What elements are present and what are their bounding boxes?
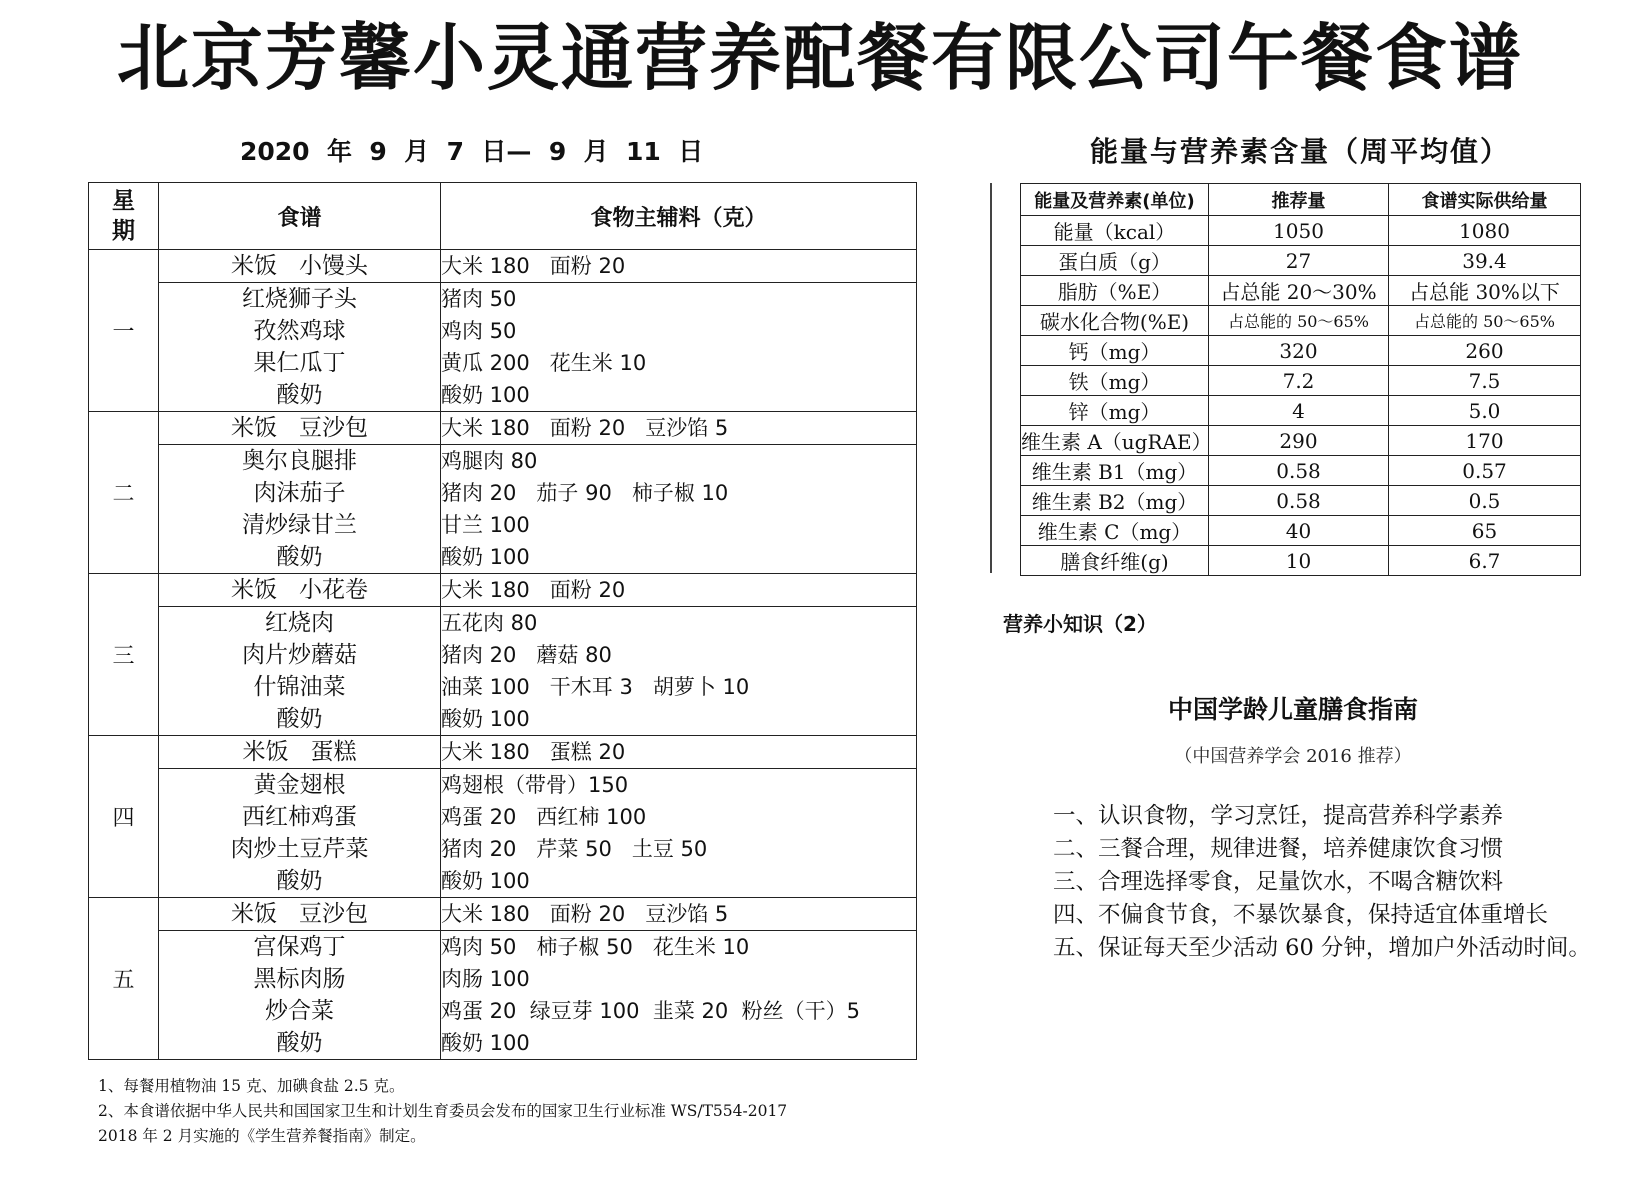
recommended-value: 0.58 [1209,456,1389,486]
dish-ingredients: 鸡蛋 20 绿豆芽 100 韭菜 20 粉丝（干）5 [441,999,860,1023]
recommended-value: 1050 [1209,216,1389,246]
nutrient-name: 碳水化合物(%E) [1021,306,1209,336]
nutrition-header-nutrient: 能量及营养素(单位) [1021,184,1209,216]
staple-dish: 米饭 小花卷 [231,577,368,603]
guide-item: 三、合理选择零食，足量饮水，不喝含糖饮料 [1053,869,1504,895]
dish-ingredients: 鸡腿肉 80 [441,449,538,473]
recommended-value: 占总能的 50～65% [1209,306,1389,336]
actual-value: 39.4 [1389,246,1581,276]
actual-value: 7.5 [1389,366,1581,396]
nutrient-name: 维生素 B1（mg） [1021,456,1209,486]
dish-name: 红烧狮子头 [242,286,357,312]
dish-name: 肉沫茄子 [253,480,346,506]
dish-ingredients: 猪肉 50 [441,287,517,311]
menu-main-row [89,250,917,283]
actual-value: 占总能 30%以下 [1389,276,1581,306]
menu-header-row [89,183,917,250]
staple-ingredients: 大米 180 面粉 20 [441,254,626,278]
divider [990,183,992,573]
nutrient-name: 能量（kcal） [1021,216,1209,246]
nutrition-row [1021,336,1581,366]
guide-subtitle: （中国营养学会 2016 推荐） [1174,746,1412,767]
staple-dish: 米饭 豆沙包 [231,901,368,927]
actual-value: 占总能的 50～65% [1389,306,1581,336]
nutrition-row [1021,246,1581,276]
staple-ingredients: 大米 180 蛋糕 20 [441,740,626,764]
recommended-value: 320 [1209,336,1389,366]
day-label: 三 [89,574,159,736]
nutrition-heading: 能量与营养素含量（周平均值） [1090,135,1511,168]
dish-ingredients: 黄瓜 200 花生米 10 [441,351,647,375]
guide-item: 二、三餐合理，规律进餐，培养健康饮食习惯 [1053,836,1504,862]
nutrition-row [1021,366,1581,396]
nutrition-row [1021,276,1581,306]
guide-title: 中国学龄儿童膳食指南 [1167,695,1418,724]
dish-name: 酸奶 [276,544,323,570]
header-day-label: 星 期 [112,188,135,244]
dish-ingredients: 鸡肉 50 [441,319,517,343]
recommended-value: 4 [1209,396,1389,426]
dish-name: 酸奶 [276,382,323,408]
day-label: 五 [89,898,159,1060]
dish-ingredients: 猪肉 20 蘑菇 80 [441,643,612,667]
menu-dishes-row [89,283,917,412]
dish-ingredients: 甘兰 100 [441,513,530,537]
dish-name: 酸奶 [276,706,323,732]
nutrient-name: 铁（mg） [1021,366,1209,396]
menu-table [88,182,917,1060]
dish-ingredients: 鸡翅根（带骨）150 [441,773,629,797]
header-day [89,183,159,250]
nutrition-header-recommended: 推荐量 [1209,184,1389,216]
dish-name: 清炒绿甘兰 [242,512,357,538]
nutrition-header-row [1021,184,1581,216]
page-title: 北京芳馨小灵通营养配餐有限公司午餐食谱 [116,16,1523,100]
nutrient-name: 蛋白质（g） [1021,246,1209,276]
dish-ingredients: 油菜 100 干木耳 3 胡萝卜 10 [441,675,750,699]
menu-main-row [89,736,917,769]
actual-value: 1080 [1389,216,1581,246]
actual-value: 6.7 [1389,546,1581,576]
dish-name: 酸奶 [276,868,323,894]
guide-item: 四、不偏食节食，不暴饮暴食，保持适宜体重增长 [1053,902,1549,928]
actual-value: 170 [1389,426,1581,456]
dish-ingredients: 酸奶 100 [441,545,530,569]
actual-value: 0.5 [1389,486,1581,516]
menu-main-row [89,574,917,607]
menu-dishes-row [89,769,917,898]
actual-value: 0.57 [1389,456,1581,486]
dish-name: 西红柿鸡蛋 [242,804,357,830]
dish-ingredients: 酸奶 100 [441,383,530,407]
nutrient-name: 维生素 A（ugRAE） [1021,426,1209,456]
day-label: 一 [89,250,159,412]
dish-name: 果仁瓜丁 [253,350,346,376]
nutrition-row [1021,516,1581,546]
dish-name: 黑标肉肠 [253,966,346,992]
actual-value: 65 [1389,516,1581,546]
staple-ingredients: 大米 180 面粉 20 豆沙馅 5 [441,416,729,440]
nutrient-name: 锌（mg） [1021,396,1209,426]
dish-name: 酸奶 [276,1030,323,1056]
nutrient-name: 脂肪（%E） [1021,276,1209,306]
actual-value: 5.0 [1389,396,1581,426]
dish-name: 黄金翅根 [253,772,346,798]
dish-ingredients: 五花肉 80 [441,611,538,635]
actual-value: 260 [1389,336,1581,366]
nutrition-row [1021,546,1581,576]
recommended-value: 0.58 [1209,486,1389,516]
nutrition-row [1021,396,1581,426]
recommended-value: 占总能 20～30% [1209,276,1389,306]
footnote: 2018 年 2 月实施的《学生营养餐指南》制定。 [98,1127,426,1145]
staple-ingredients: 大米 180 面粉 20 [441,578,626,602]
dish-ingredients: 肉肠 100 [441,967,530,991]
footnotes [98,1074,918,1149]
dish-name: 孜然鸡球 [253,318,346,344]
tips-label: 营养小知识（2） [1003,612,1157,636]
recommended-value: 290 [1209,426,1389,456]
nutrition-header-actual: 食谱实际供给量 [1389,184,1581,216]
date-range: 2020 年 9 月 7 日— 9 月 11 日 [240,137,704,166]
nutrition-row [1021,216,1581,246]
day-label: 四 [89,736,159,898]
nutrition-row [1021,306,1581,336]
day-label: 二 [89,412,159,574]
menu-dishes-row [89,607,917,736]
dish-ingredients: 鸡肉 50 柿子椒 50 花生米 10 [441,935,750,959]
guide-item: 一、认识食物，学习烹饪，提高营养科学素养 [1053,803,1504,829]
nutrient-name: 维生素 B2（mg） [1021,486,1209,516]
dish-ingredients: 酸奶 100 [441,707,530,731]
staple-dish: 米饭 小馒头 [231,253,368,279]
staple-ingredients: 大米 180 面粉 20 豆沙馅 5 [441,902,729,926]
recommended-value: 27 [1209,246,1389,276]
dish-name: 奥尔良腿排 [242,448,357,474]
dish-name: 肉片炒蘑菇 [242,642,357,668]
guide-list [1003,800,1598,965]
menu-main-row [89,898,917,931]
header-dish: 食谱 [159,183,441,250]
nutrient-name: 膳食纤维(g) [1021,546,1209,576]
dish-name: 宫保鸡丁 [253,934,346,960]
menu-dishes-row [89,445,917,574]
menu-dishes-row [89,931,917,1060]
dish-ingredients: 猪肉 20 芹菜 50 土豆 50 [441,837,708,861]
recommended-value: 10 [1209,546,1389,576]
menu-main-row [89,412,917,445]
dish-name: 红烧肉 [265,610,334,636]
footnote: 1、每餐用植物油 15 克、加碘食盐 2.5 克。 [98,1077,405,1095]
nutrition-row [1021,486,1581,516]
recommended-value: 7.2 [1209,366,1389,396]
dish-ingredients: 酸奶 100 [441,869,530,893]
dish-ingredients: 酸奶 100 [441,1031,530,1055]
staple-dish: 米饭 蛋糕 [242,739,357,765]
guide-item: 五、保证每天至少活动 60 分钟，增加户外活动时间。 [1053,935,1591,961]
footnote: 2、本食谱依据中华人民共和国国家卫生和计划生育委员会发布的国家卫生行业标准 WS/T554-2017 [98,1102,788,1120]
nutrient-name: 钙（mg） [1021,336,1209,366]
nutrition-row [1021,456,1581,486]
nutrition-table [1020,183,1581,576]
header-ingredients: 食物主辅料（克） [441,183,917,250]
dish-ingredients: 鸡蛋 20 西红柿 100 [441,805,647,829]
dish-ingredients: 猪肉 20 茄子 90 柿子椒 10 [441,481,729,505]
nutrient-name: 维生素 C（mg） [1021,516,1209,546]
dish-name: 什锦油菜 [253,674,346,700]
recommended-value: 40 [1209,516,1389,546]
nutrition-row [1021,426,1581,456]
staple-dish: 米饭 豆沙包 [231,415,368,441]
dish-name: 炒合菜 [265,998,334,1024]
dish-name: 肉炒土豆芹菜 [230,836,369,862]
